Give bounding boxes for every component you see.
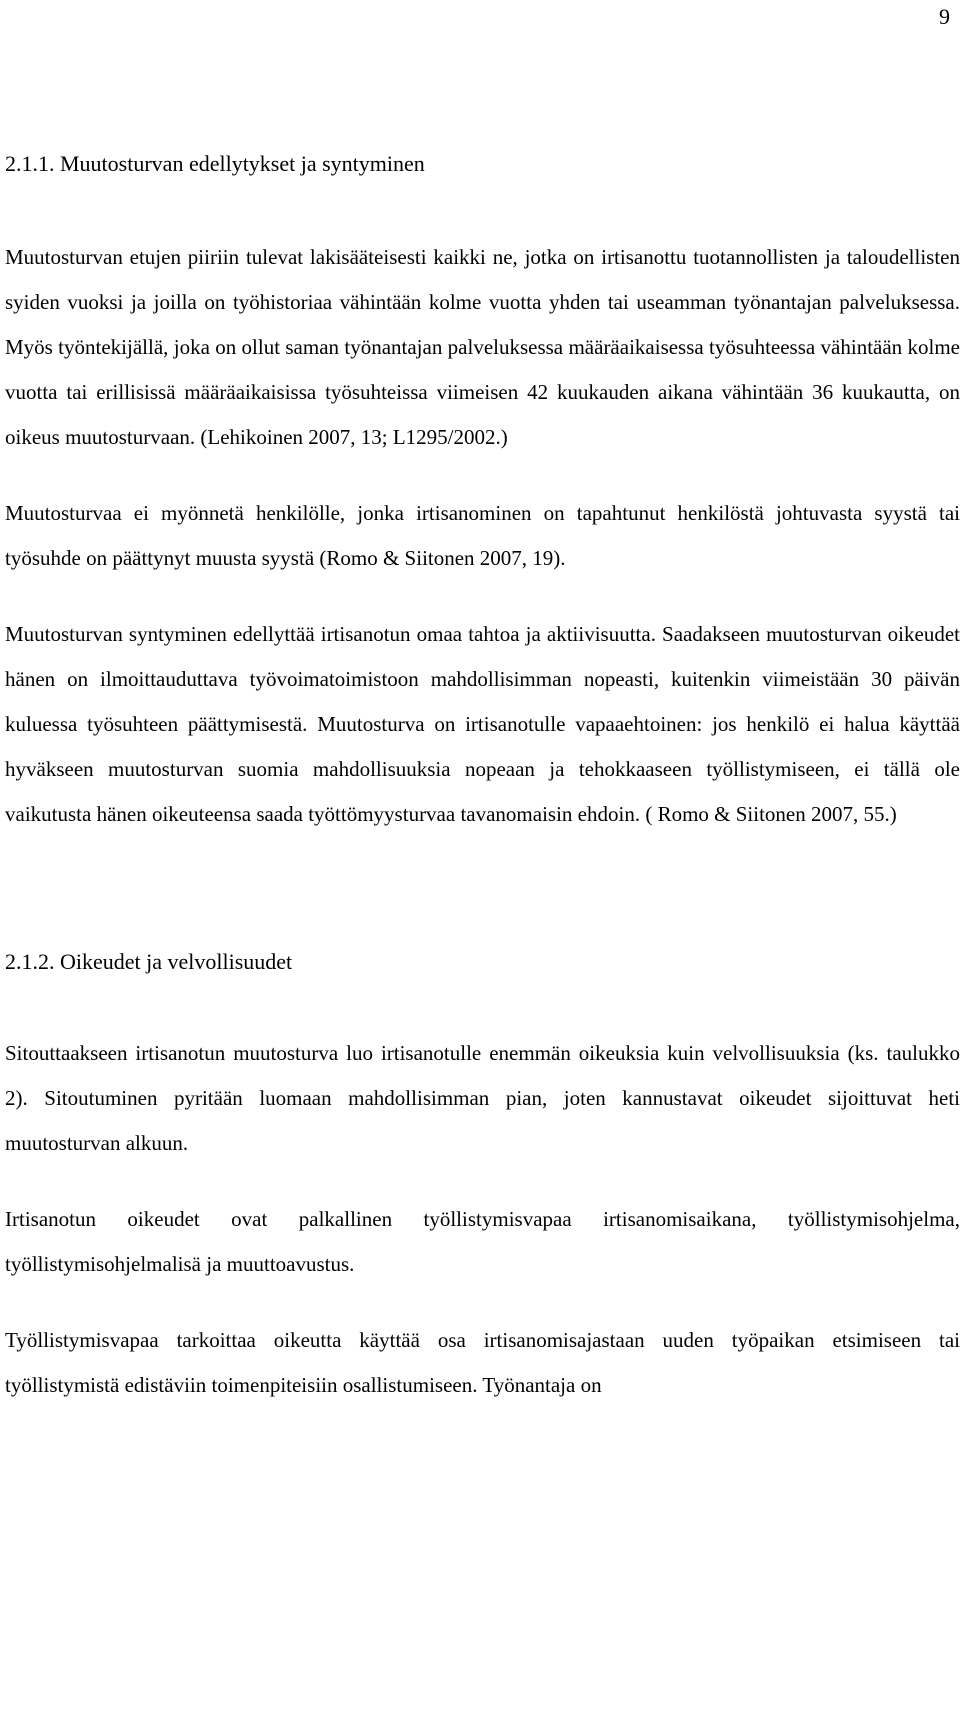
- paragraph-tyollistymisvapaa: Työllistymisvapaa tarkoittaa oikeutta käyttää osa irtisanomisajastaan uuden työpaikan etsimiseen tai työllistymistä edistäviin toimenpiteisiin osallistumiseen. Työnantaja on: [5, 1328, 960, 1397]
- paragraph-muutosturvaa-ei-myonneta: Muutosturvaa ei myönnetä henkilölle, jonka irtisanominen on tapahtunut henkilöstä johtuvasta syystä tai työsuhde on päättynyt muusta syystä (Romo & Siitonen 2007, 19).: [5, 501, 960, 570]
- paragraph-irtisanotun-oikeudet: Irtisanotun oikeudet ovat palkallinen työllistymisvapaa irtisanomisaikana, työllistymisohjelma, työllistymisohjelmalisä ja muuttoavustus.: [5, 1207, 960, 1276]
- section-heading-oikeudet-ja-velvollisuudet: 2.1.2. Oikeudet ja velvollisuudet: [5, 949, 293, 974]
- section-heading-muutosturvan-edellytykset: 2.1.1. Muutosturvan edellytykset ja syntyminen: [5, 151, 425, 176]
- paragraph-sitouttaakseen: Sitouttaakseen irtisanotun muutosturva luo irtisanotulle enemmän oikeuksia kuin velvollisuuksia (ks. taulukko 2). Sitoutuminen pyritään luomaan mahdollisimman pian, joten kannustavat oikeudet sijoittuvat heti muutosturvan alkuun.: [5, 1041, 960, 1155]
- paragraph-muutosturvan-piiri: Muutosturvan etujen piiriin tulevat lakisääteisesti kaikki ne, jotka on irtisanottu tuotannollisten ja taloudellisten syiden vuoksi ja joilla on työhistoriaa vähintään kolme vuotta yhden tai useamman työnantajan palveluksessa. Myös työntekijällä, joka on ollut saman työnantajan palveluksessa määräaikaisessa työsuhteessa vähintään kolme vuotta tai erillisissä määräaikaisissa työsuhteissa viimeisen 42 kuukauden aikana vähintään 36 kuukautta, on oikeus muutosturvaan. (Lehikoinen 2007, 13; L1295/2002.): [5, 245, 960, 449]
- paragraph-muutosturvan-syntyminen: Muutosturvan syntyminen edellyttää irtisanotun omaa tahtoa ja aktiivisuutta. Saadakseen muutosturvan oikeudet hänen on ilmoittauduttava työvoimatoimistoon mahdollisimman nopeasti, kuitenkin viimeistään 30 päivän kuluessa työsuhteen päättymisestä. Muutosturva on irtisanotulle vapaaehtoinen: jos henkilö ei halua käyttää hyväkseen muutosturvan suomia mahdollisuuksia nopeaan ja tehokkaaseen työllistymiseen, ei tällä ole vaikutusta hänen oikeuteensa saada työttömyysturvaa tavanomaisin ehdoin. ( Romo & Siitonen 2007, 55.): [5, 622, 960, 826]
- page-number: 9: [939, 4, 950, 29]
- document-body: [5, 145, 960, 1408]
